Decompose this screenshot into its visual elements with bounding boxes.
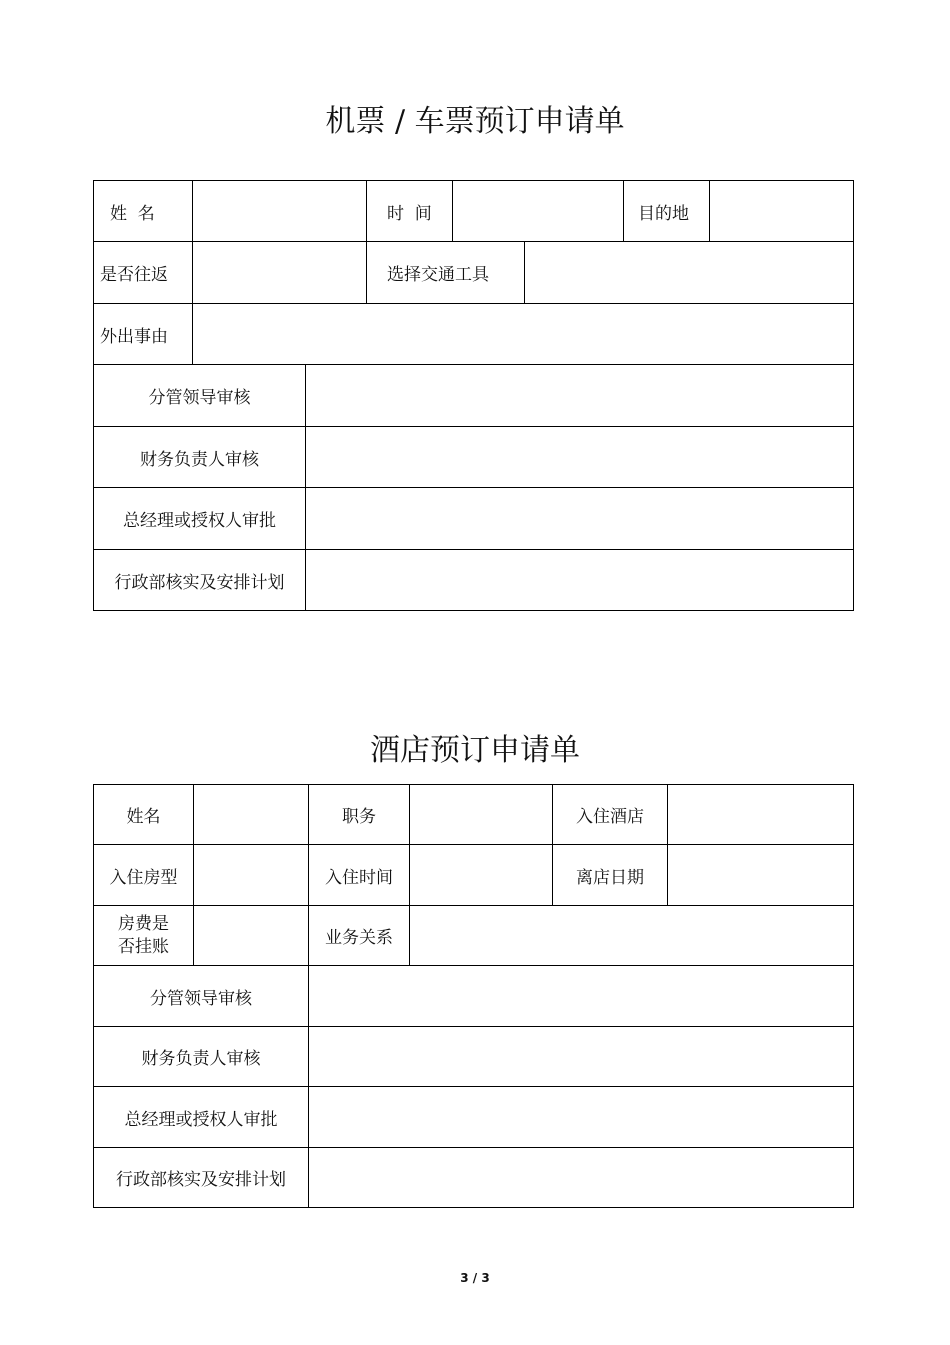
room-type-input[interactable] [194,845,309,906]
transport-label: 选择交通工具 [367,242,525,304]
approval-input-finance[interactable] [306,427,854,488]
hotel-name-input[interactable] [194,785,309,845]
time-input[interactable] [453,181,624,242]
checkin-label: 入住时间 [309,845,410,906]
hotel-form-title: 酒店预订申请单 [370,733,580,768]
page-number: 3 / 3 [460,1271,490,1285]
position-input[interactable] [410,785,553,845]
transport-input[interactable] [525,242,854,304]
approval-input-admin[interactable] [306,550,854,611]
reason-input[interactable] [193,304,854,365]
destination-input[interactable] [710,181,854,242]
room-type-label: 入住房型 [94,845,194,906]
approval-label-gm: 总经理或授权人审批 [94,488,306,550]
flight-ticket-form [93,180,854,611]
destination-label: 目的地 [624,181,710,242]
approval-label-finance: 财务负责人审核 [94,427,306,488]
hotel-name-label: 姓名 [94,785,194,845]
hotel-approval-input-gm[interactable] [309,1087,854,1148]
round-trip-input[interactable] [193,242,367,304]
approval-label-admin: 行政部核实及安排计划 [94,550,306,611]
reason-label: 外出事由 [94,304,193,365]
flight-form-title: 机票 / 车票预订申请单 [325,104,625,139]
approval-input-gm[interactable] [306,488,854,550]
hotel-approval-input-manager[interactable] [309,966,854,1027]
business-input[interactable] [410,906,854,966]
business-label: 业务关系 [309,906,410,966]
hotel-approval-label-admin: 行政部核实及安排计划 [94,1148,309,1208]
hotel-approval-label-manager: 分管领导审核 [94,966,309,1027]
time-label: 时 间 [367,181,453,242]
round-trip-label: 是否往返 [94,242,193,304]
approval-input-manager[interactable] [306,365,854,427]
hotel-approval-input-admin[interactable] [309,1148,854,1208]
approval-label-manager: 分管领导审核 [94,365,306,427]
position-label: 职务 [309,785,410,845]
hotel-approval-label-gm: 总经理或授权人审批 [94,1087,309,1148]
hotel-input[interactable] [668,785,854,845]
room-fee-input[interactable] [194,906,309,966]
name-input[interactable] [193,181,367,242]
checkout-label: 离店日期 [553,845,668,906]
name-label: 姓 名 [94,181,193,242]
checkout-input[interactable] [668,845,854,906]
room-fee-label: 房费是否挂账 [94,906,194,966]
hotel-approval-input-finance[interactable] [309,1027,854,1087]
hotel-approval-label-finance: 财务负责人审核 [94,1027,309,1087]
checkin-input[interactable] [410,845,553,906]
hotel-label: 入住酒店 [553,785,668,845]
hotel-booking-form [93,784,854,1208]
